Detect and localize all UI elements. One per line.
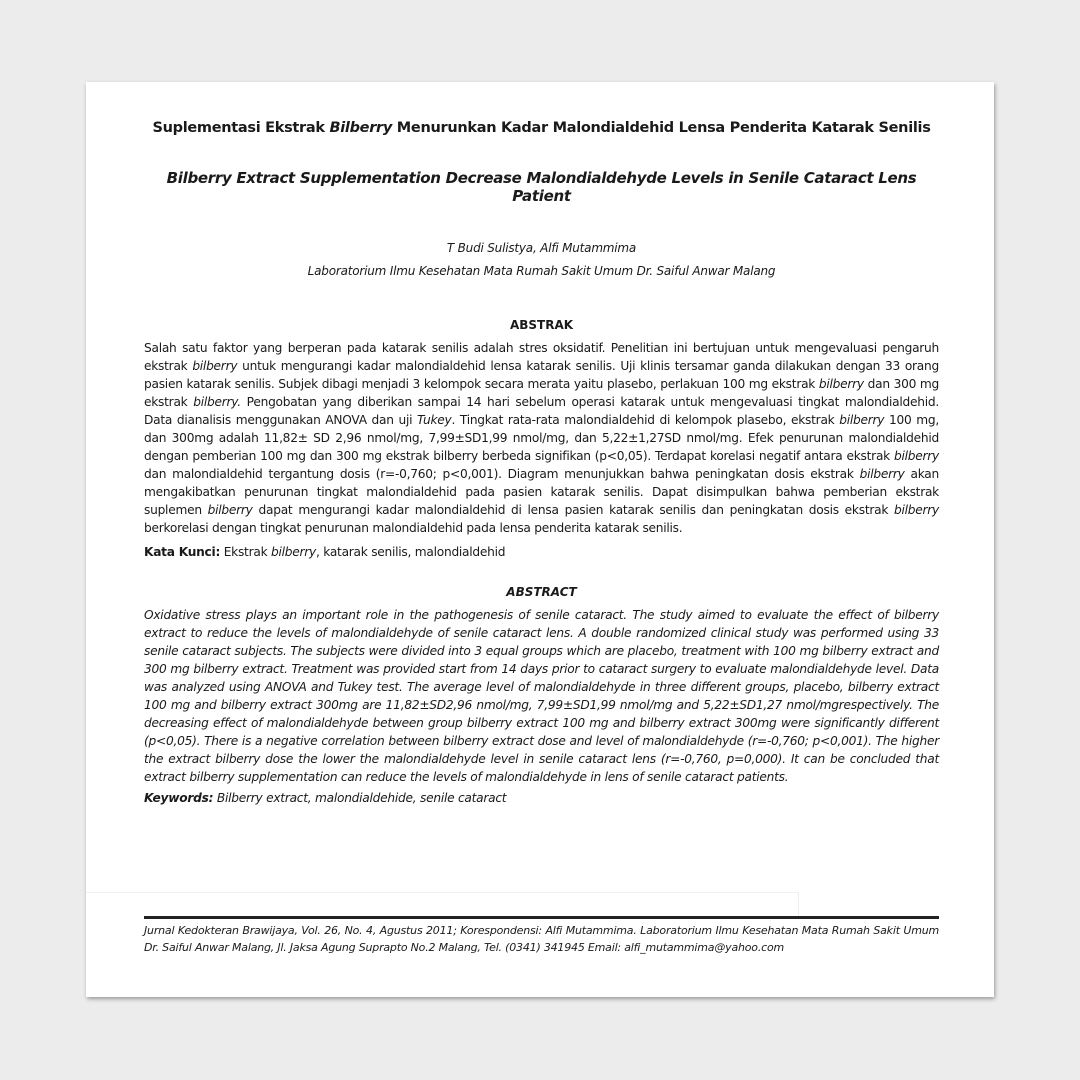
page-divider-bar <box>86 892 799 919</box>
paper-content <box>144 120 939 805</box>
title-english: Bilberry Extract Supplementation Decrease Malondialdehyde Levels in Senile Cataract Lens Patient <box>166 169 917 205</box>
affiliation: Laboratorium Ilmu Kesehatan Mata Rumah Sakit Umum Dr. Saiful Anwar Malang <box>307 264 776 278</box>
abstract-heading: ABSTRACT <box>506 585 577 599</box>
keywords: Keywords: Bilberry extract, malondialdehide, senile cataract <box>144 791 507 805</box>
abstract-body: Oxidative stress plays an important role in the pathogenesis of senile cataract. The study aimed to evaluate the effect of bilberry extract to reduce the levels of malondialdehyde of senile cataract lens. A double randomized clinical study was performed using 33 senile cataract subjects. The subjects were divided into 3 equal groups which are placebo, treatment with 100 mg bilberry extract and 300 mg bilberry extract. Treatment was provided start from 14 days prior to cataract surgery to evaluate malondialdehyde level. Data was analyzed using ANOVA and Tukey test. The average level of malondialdehyde in three different groups, placebo, bilberry extract 100 mg and bilberry extract 300mg are 11,82±SD2,96 nmol/mg, 7,99±SD1,99 nmol/mg and 5,22±SD1,27 nmol/mgrespectively. The decreasing effect of malondialdehyde between group bilberry extract 100 mg and bilberry extract 300mg were significantly different (p<0,05). There is a negative correlation between bilberry extract dose and level of malondialdehyde (r=-0,760; p<0,001). The higher the extract bilberry dose the lower the malondialdehyde level in senile cataract lens (r=-0,760, p=0,000). It can be concluded that extract bilberry supplementation can reduce the levels of malondialdehyde in lens of senile cataract patients. <box>144 608 939 784</box>
title-indonesian: Suplementasi Ekstrak Bilberry Menurunkan Kadar Malondialdehid Lensa Penderita Katarak Senilis <box>152 120 931 136</box>
abstrak-heading: ABSTRAK <box>509 318 574 332</box>
paper-page <box>86 82 994 997</box>
kata-kunci-label: Kata Kunci: <box>144 545 221 559</box>
footer-citation: Jurnal Kedokteran Brawijaya, Vol. 26, No. 4, Agustus 2011; Korespondensi: Alfi Mutammima. Laboratorium Ilmu Kesehatan Mata Rumah Sakit Umum Dr. Saiful Anwar Malang, Jl. Jaksa Agung Suprapto No.2 Malang, Tel. (0341) 341945 Email: alfi_mutammima@yahoo.com <box>144 916 939 956</box>
keywords-label: Keywords: <box>144 791 214 805</box>
kata-kunci: Kata Kunci: Ekstrak bilberry, katarak senilis, malondialdehid <box>144 545 506 559</box>
abstrak-body: Salah satu faktor yang berperan pada katarak senilis adalah stres oksidatif. Penelitian ini bertujuan untuk mengevaluasi pengaruh ekstrak bilberry untuk mengurangi kadar malondialdehid lensa katarak senilis. Uji klinis tersamar ganda dilakukan dengan 33 orang pasien katarak senilis. Subjek dibagi menjadi 3 kelompok secara merata yaitu plasebo, perlakuan 100 mg ekstrak bilberry dan 300 mg ekstrak bilberry. Pengobatan yang diberikan sampai 14 hari sebelum operasi katarak untuk mengevaluasi tingkat malondialdehid. Data dianalisis menggunakan ANOVA dan uji Tukey. Tingkat rata-rata malondialdehid di kelompok plasebo, ekstrak bilberry 100 mg, dan 300mg adalah 11,82± SD 2,96 nmol/mg, 7,99±SD1,99 nmol/mg, dan 5,22±1,27SD nmol/mg. Efek penurunan malondialdehid dengan pemberian 100 mg dan 300 mg ekstrak bilberry berbeda signifikan (p<0,05). Terdapat korelasi negatif antara ekstrak bilberry dan malondialdehid tergantung dosis (r=-0,760; p<0,001). Diagram menunjukkan bahwa peningkatan dosis ekstrak bilberry akan mengakibatkan penurunan tingkat malondialdehid pada pasien katarak senilis. Dapat disimpulkan bahwa pemberian ekstrak suplemen bilberry dapat mengurangi kadar malondialdehid di lensa pasien katarak senilis dan peningkatan dosis ekstrak bilberry berkorelasi dengan tingkat penurunan malondialdehid pada lensa penderita katarak senilis. <box>144 341 940 535</box>
authors: T Budi Sulistya, Alfi Mutammima <box>446 241 637 255</box>
